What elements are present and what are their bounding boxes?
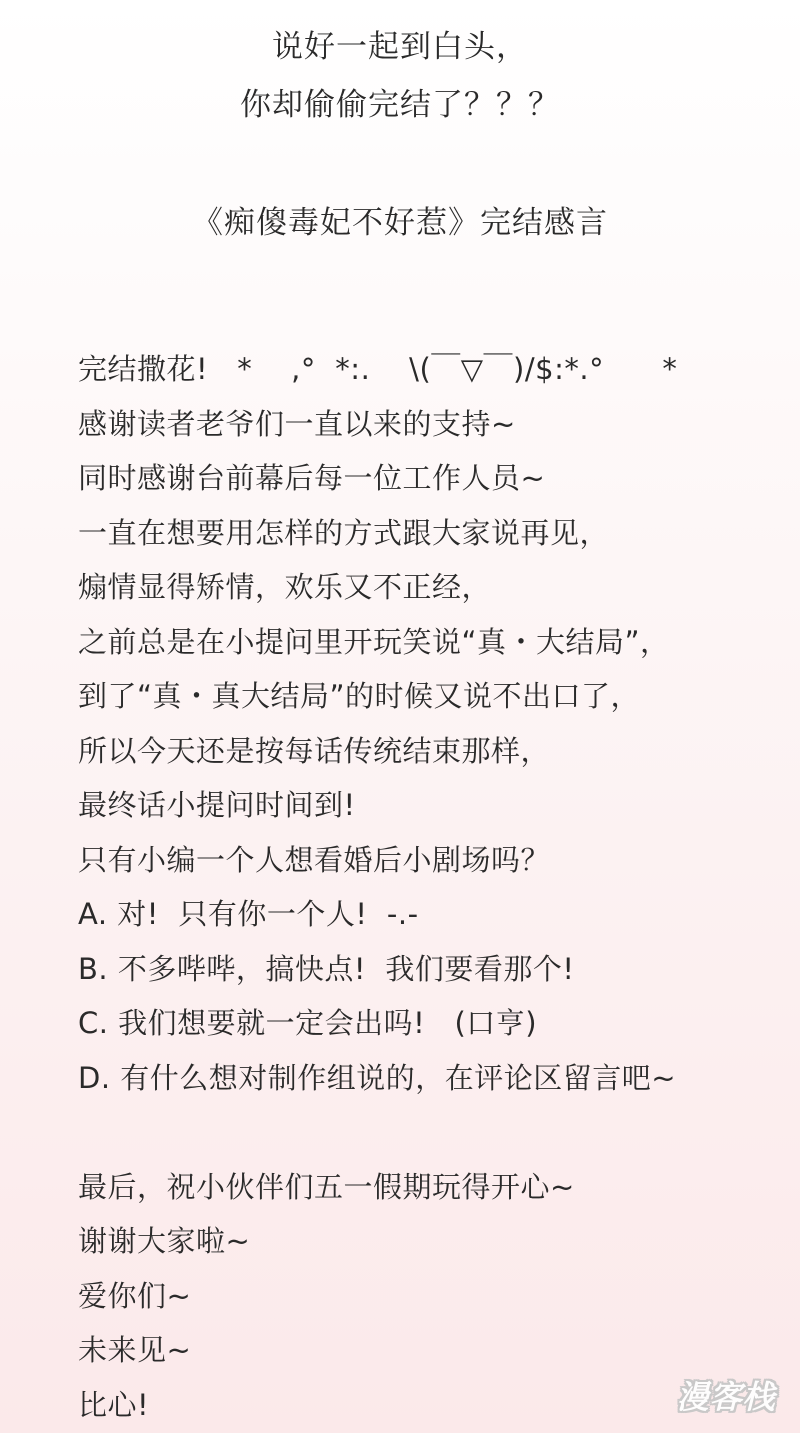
body-line: 感谢读者老爷们一直以来的支持~: [78, 406, 516, 441]
body-line: 未来见~: [78, 1333, 192, 1367]
header-line-2: 你却偷偷完结了？？？: [240, 87, 560, 123]
body-line: 最终话小提问时间到!: [78, 788, 356, 822]
watermark-logo: [666, 1375, 786, 1419]
watermark-text: 漫客栈: [676, 1378, 776, 1416]
body-line: 只有小编一个人想看婚后小剧场吗？: [78, 842, 551, 877]
body-line: 到了“真・真大结局”的时候又说不出口了，: [78, 679, 641, 713]
page-title: 《痴傻毒妃不好惹》完结感言: [192, 205, 608, 241]
poll-option-c: C. 我们想要就一定会出吗! (口亨): [78, 1006, 538, 1040]
body-line: 煽情显得矫情，欢乐又不正经，: [78, 570, 492, 604]
poll-option-b: B. 不多哔哔，搞快点! 我们要看那个!: [78, 951, 575, 986]
body-line: 比心!: [78, 1387, 150, 1422]
afterword-body: [78, 342, 788, 1432]
poll-option-d: D. 有什么想对制作组说的，在评论区留言吧~: [78, 1060, 677, 1095]
body-line: 完结撒花! * ,° *:. \(￣▽￣)/$:*.° *: [78, 352, 678, 386]
poll-option-a: A. 对! 只有你一个人! -.-: [78, 897, 419, 931]
body-line: 所以今天还是按每话传统结束那样，: [78, 733, 551, 768]
body-line: 一直在想要用怎样的方式跟大家说再见，: [78, 515, 610, 550]
header-line-1: 说好一起到白头，: [272, 29, 528, 65]
body-line: 同时感谢台前幕后每一位工作人员~: [78, 461, 546, 495]
body-line: 最后，祝小伙伴们五一假期玩得开心~: [78, 1169, 575, 1204]
body-line: 谢谢大家啦~: [78, 1224, 251, 1258]
body-line: 爱你们~: [78, 1278, 192, 1313]
paragraph-gap: [78, 1105, 788, 1160]
body-line: 之前总是在小提问里开玩笑说“真・大结局”，: [78, 624, 670, 659]
